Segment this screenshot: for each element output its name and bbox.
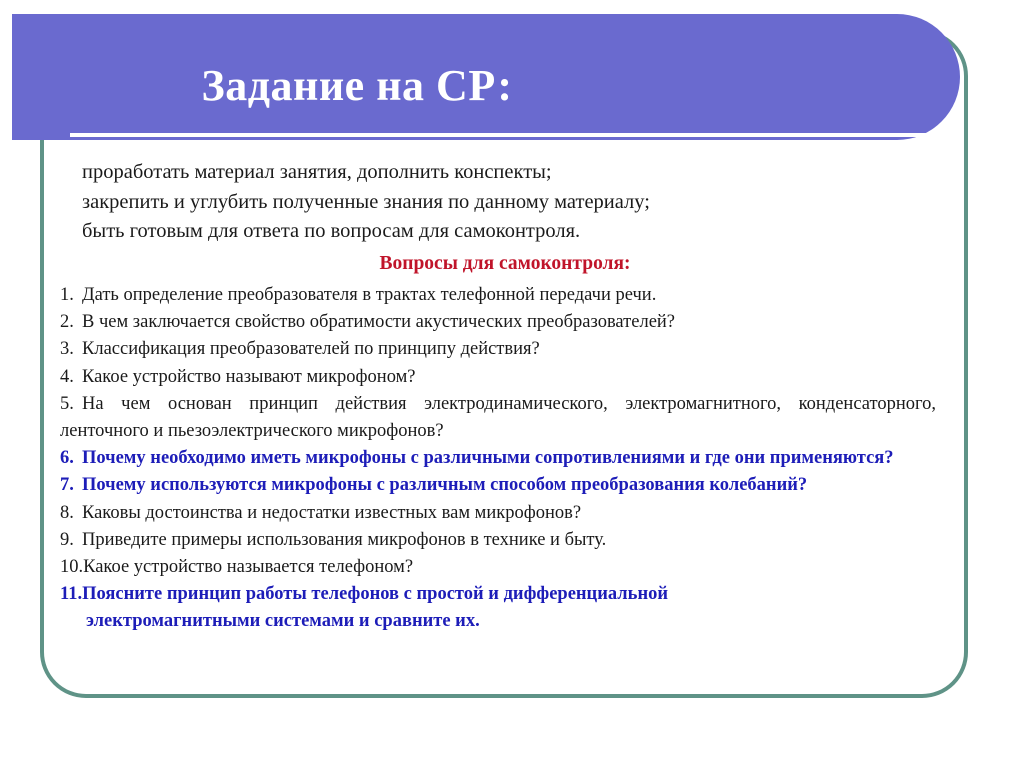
- task-list: [82, 158, 650, 247]
- question-item: [60, 364, 936, 391]
- question-text: Почему используются микрофоны с различным способом преобразования колебаний?: [82, 475, 808, 496]
- question-item: [60, 554, 936, 581]
- question-number: 6.: [60, 448, 74, 469]
- question-item-highlighted: [60, 472, 936, 499]
- question-text: В чем заключается свойство обратимости акустических преобразователей?: [82, 312, 676, 333]
- question-number: 5.: [60, 393, 74, 414]
- question-item: [60, 336, 936, 363]
- question-number: 2.: [60, 312, 74, 333]
- question-item: [60, 391, 936, 445]
- task-item: быть готовым для ответа по вопросам для самоконтроля.: [82, 220, 581, 242]
- questions-heading: Вопросы для самоконтроля:: [379, 253, 631, 274]
- question-number: 9.: [60, 529, 74, 550]
- task-item: закрепить и углубить полученные знания по данному материалу;: [82, 190, 650, 213]
- title-banner: [12, 14, 960, 140]
- question-item: [60, 527, 936, 554]
- question-text-continuation: электромагнитными системами и сравните их.: [86, 611, 480, 632]
- questions-list: [60, 282, 936, 636]
- question-number: 10.: [60, 557, 84, 578]
- question-item: [60, 282, 936, 309]
- question-text: Каковы достоинства и недостатки известных вам микрофонов?: [82, 502, 582, 523]
- question-item: [60, 500, 936, 527]
- question-number: 4.: [60, 366, 74, 387]
- question-text: Классификация преобразователей по принципу действия?: [82, 339, 540, 360]
- question-text: Дать определение преобразователя в трактах телефонной передачи речи.: [82, 285, 657, 305]
- question-item-highlighted: [60, 445, 936, 472]
- question-text: Какое устройство называют микрофоном?: [82, 366, 416, 387]
- question-number: 3.: [60, 339, 74, 360]
- question-text: Какое устройство называется телефоном?: [83, 557, 414, 578]
- question-text: Поясните принцип работы телефонов с простой и дифференциальной: [82, 584, 669, 605]
- question-item: [60, 309, 936, 336]
- question-number: 8.: [60, 502, 74, 523]
- question-text: На чем основан принцип действия электродинамического, электромагнитного, конденсаторного, ленточного и пьезоэлектрического микрофонов?: [60, 393, 936, 442]
- title-underline: [70, 133, 926, 137]
- question-number: 7.: [60, 475, 74, 496]
- question-item-highlighted: [60, 581, 936, 635]
- question-number: 1.: [60, 285, 74, 305]
- question-number: 11.: [60, 584, 83, 605]
- question-text: Почему необходимо иметь микрофоны с различными сопротивлениями и где они применяются?: [82, 448, 894, 469]
- page-title: Задание на СР:: [201, 61, 513, 110]
- task-item: проработать материал занятия, дополнить конспекты;: [82, 161, 552, 183]
- question-text: Приведите примеры использования микрофонов в технике и быту.: [82, 529, 607, 550]
